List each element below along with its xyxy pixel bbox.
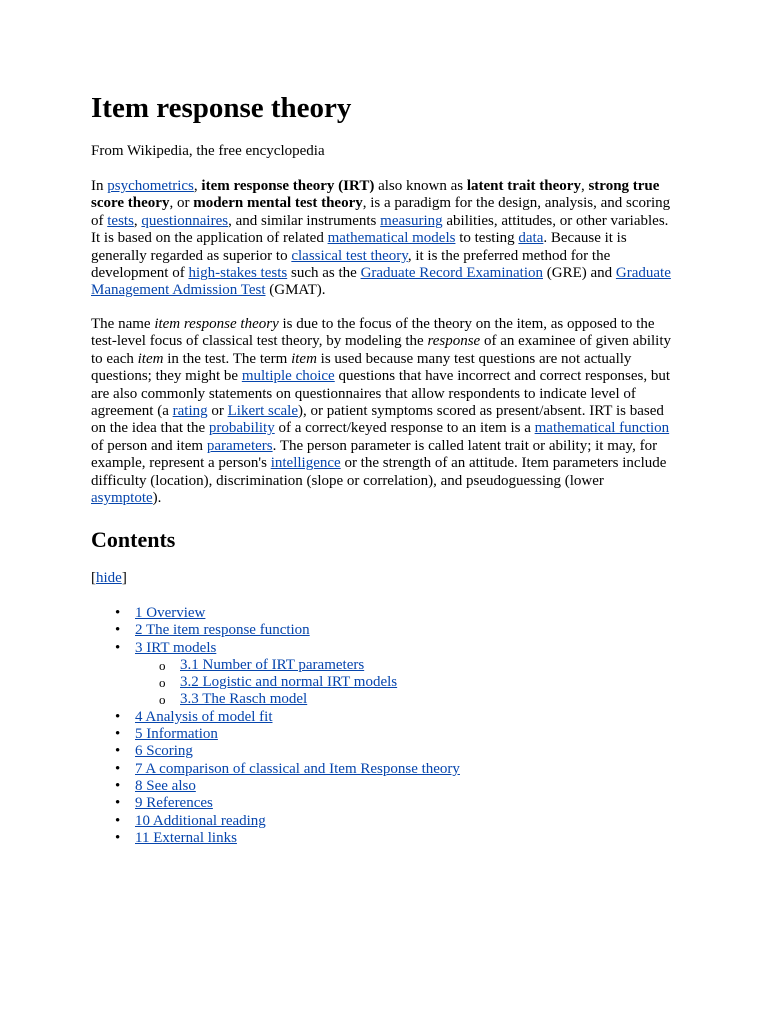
toc-item xyxy=(91,743,460,760)
toc-item xyxy=(91,605,460,622)
toc-link-item-response-function[interactable]: 2 The item response function xyxy=(135,622,310,639)
link-mathematical-models[interactable]: mathematical models xyxy=(327,230,456,247)
text-line: Management Admission Test (GMAT). xyxy=(91,282,326,299)
toc-link-rasch-model[interactable]: 3.3 The Rasch model xyxy=(180,691,308,708)
text-line: difficulty (location), discrimination (slope or correlation), and pseudoguessing (lower xyxy=(91,472,604,489)
bullet-icon: • xyxy=(115,760,121,777)
link-probability[interactable]: probability xyxy=(208,420,275,437)
text-line: test-level focus of classical test theory, by modeling the response of an examinee of given ability xyxy=(91,333,671,350)
bullet-icon: • xyxy=(115,708,121,725)
name-paragraph xyxy=(91,316,681,507)
text-line: questions; they might be multiple choice questions that have incorrect and correct responses, but xyxy=(91,368,671,385)
link-graduate-record-examination[interactable]: Graduate Record Examination xyxy=(360,265,543,282)
toc-link-additional-reading[interactable]: 10 Additional reading xyxy=(135,812,266,829)
link-intelligence[interactable]: intelligence xyxy=(270,455,341,472)
text-line: example, represent a person's intelligence or the strength of an attitude. Item parameters include xyxy=(91,455,667,472)
text-line: are also commonly statements on questionnaires that allow respondents to indicate level of xyxy=(91,385,636,402)
link-likert-scale[interactable]: Likert scale xyxy=(227,403,299,420)
link-psychometrics[interactable]: psychometrics xyxy=(107,178,194,194)
toc-toggle: [hide] xyxy=(91,570,127,586)
link-mathematical-function[interactable]: mathematical function xyxy=(534,420,670,437)
circle-bullet-icon: o xyxy=(159,657,166,673)
toc-link-irt-models[interactable]: 3 IRT models xyxy=(135,639,217,656)
toc-link-overview[interactable]: 1 Overview xyxy=(135,605,206,621)
text-line: on the idea that the probability of a correct/keyed response to an item is a mathematical function xyxy=(91,420,670,437)
bullet-icon: • xyxy=(115,743,121,760)
link-high-stakes-tests[interactable]: high-stakes tests xyxy=(188,265,288,282)
link-graduate-management-admission-test-cont[interactable]: Management Admission Test xyxy=(91,282,266,299)
circle-bullet-icon: o xyxy=(159,692,166,708)
toc-subitem xyxy=(91,674,460,691)
link-data[interactable]: data xyxy=(518,230,544,247)
toc-item xyxy=(91,622,460,639)
toc-item xyxy=(91,640,460,657)
toc-link-see-also[interactable]: 8 See also xyxy=(135,777,196,794)
link-rating[interactable]: rating xyxy=(172,403,208,420)
toc-link-analysis-of-model-fit[interactable]: 4 Analysis of model fit xyxy=(135,708,273,725)
toc-item xyxy=(91,795,460,812)
toc-item xyxy=(91,761,460,778)
text-line: agreement (a rating or Likert scale), or patient symptoms scored as present/absent. IRT is based xyxy=(91,403,664,420)
contents-heading: Contents xyxy=(91,527,176,552)
toc-subitem xyxy=(91,657,460,674)
toc-subitem xyxy=(91,691,460,708)
toc-link-logistic-normal-models[interactable]: 3.2 Logistic and normal IRT models xyxy=(180,674,398,691)
link-asymptote[interactable]: asymptote xyxy=(91,490,153,507)
text-line: generally regarded as superior to classical test theory, it is the preferred method for the xyxy=(91,247,611,264)
toc-link-number-of-irt-parameters[interactable]: 3.1 Number of IRT parameters xyxy=(180,656,365,673)
text-line: asymptote). xyxy=(91,490,162,507)
text-line: In psychometrics, item response theory (IRT) also known as latent trait theory, strong true xyxy=(91,178,660,194)
link-tests[interactable]: tests xyxy=(107,212,134,229)
text-line: of tests, questionnaires, and similar instruments measuring abilities, attitudes, or other variables. xyxy=(91,212,669,229)
text-line: It is based on the application of related mathematical models to testing data. Because it is xyxy=(91,230,627,247)
toc-item xyxy=(91,778,460,795)
text-line: development of high-stakes tests such as the Graduate Record Examination (GRE) and Graduate xyxy=(91,265,671,282)
intro-paragraph xyxy=(91,178,681,300)
bullet-icon: • xyxy=(115,622,121,639)
bullet-icon: • xyxy=(115,726,121,743)
bullet-icon: • xyxy=(115,777,121,794)
table-of-contents xyxy=(91,605,460,847)
toc-link-comparison[interactable]: 7 A comparison of classical and Item Response theory xyxy=(135,760,460,777)
page-title: Item response theory xyxy=(91,92,352,124)
bullet-icon: • xyxy=(115,605,121,621)
toc-link-external-links[interactable]: 11 External links xyxy=(135,829,237,846)
toc-link-information[interactable]: 5 Information xyxy=(135,726,218,743)
hide-toc-link[interactable]: hide xyxy=(96,570,122,586)
link-classical-test-theory[interactable]: classical test theory xyxy=(291,247,408,264)
text-line: score theory, or modern mental test theory, is a paradigm for the design, analysis, and scoring xyxy=(91,195,671,212)
link-questionnaires[interactable]: questionnaires xyxy=(141,212,229,229)
toc-item xyxy=(91,813,460,830)
toc-item xyxy=(91,726,460,743)
toc-item xyxy=(91,709,460,726)
bullet-icon: • xyxy=(115,795,121,812)
link-measuring[interactable]: measuring xyxy=(380,212,443,229)
toc-link-references[interactable]: 9 References xyxy=(135,795,213,812)
tagline: From Wikipedia, the free encyclopedia xyxy=(91,143,325,159)
text-line: to each item in the test. The term item is used because many test questions are not actually xyxy=(91,350,632,367)
link-multiple-choice[interactable]: multiple choice xyxy=(241,368,335,385)
toc-link-scoring[interactable]: 6 Scoring xyxy=(135,743,193,760)
bullet-icon: • xyxy=(115,639,121,656)
link-parameters[interactable]: parameters xyxy=(206,437,273,454)
toc-item xyxy=(91,830,460,847)
text-line: The name item response theory is due to the focus of the theory on the item, as opposed to the xyxy=(91,316,655,332)
link-graduate-management-admission-test[interactable]: Graduate xyxy=(615,265,671,282)
circle-bullet-icon: o xyxy=(159,675,166,691)
bullet-icon: • xyxy=(115,812,121,829)
bullet-icon: • xyxy=(115,829,121,846)
text-line: of person and item parameters. The person parameter is called latent trait or ability; it may, for xyxy=(91,437,658,454)
